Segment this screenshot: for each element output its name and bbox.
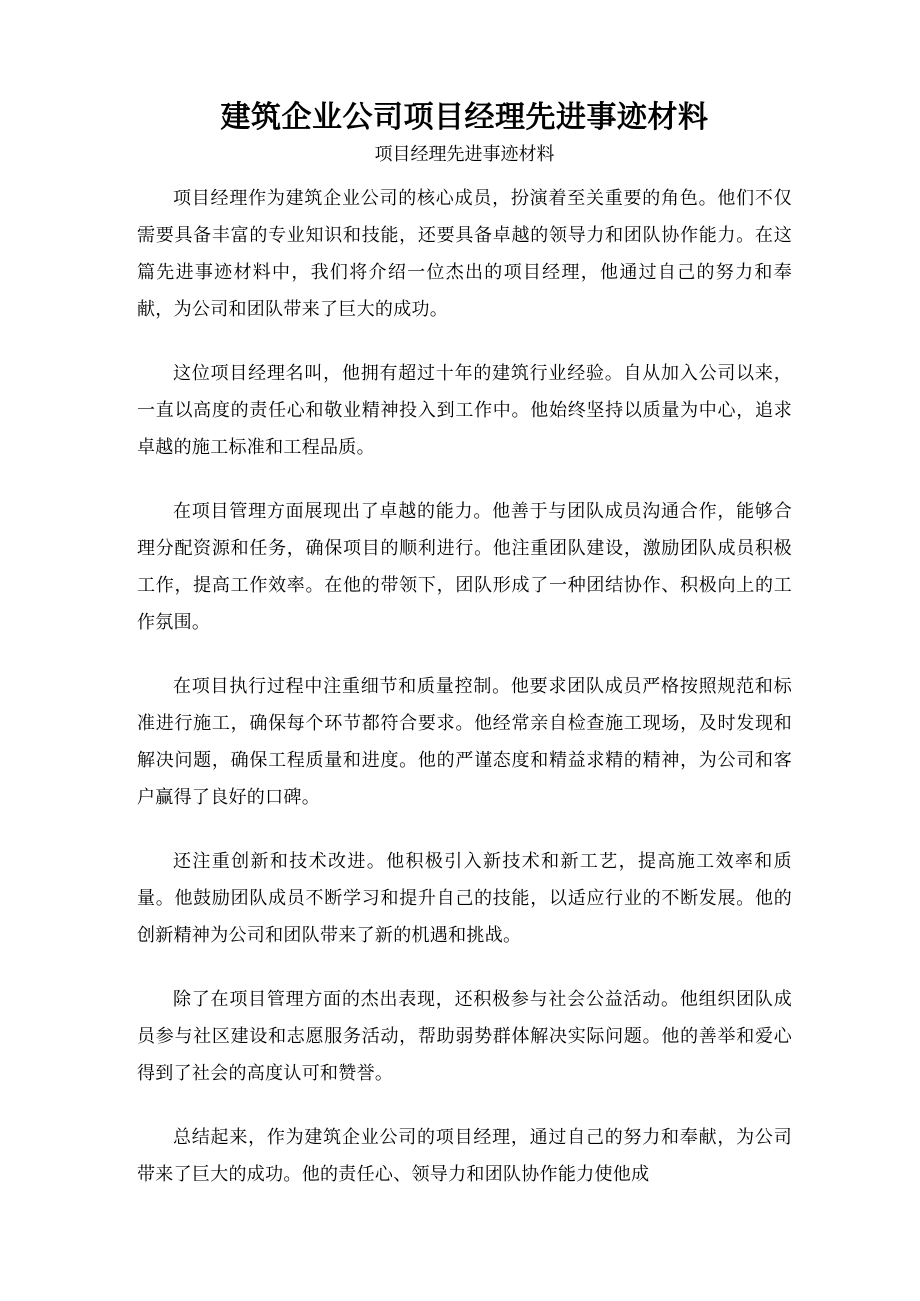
- paragraph-6: 除了在项目管理方面的杰出表现，还积极参与社会公益活动。他组织团队成员参与社区建设和志愿服务活动，帮助弱势群体解决实际问题。他的善举和爱心得到了社会的高度认可和赞誉。: [137, 989, 792, 1084]
- document-title: 建筑企业公司项目经理先进事迹材料: [220, 100, 709, 135]
- document-subtitle: 项目经理先进事迹材料: [374, 144, 555, 165]
- paragraph-7: 总结起来，作为建筑企业公司的项目经理，通过自己的努力和奉献，为公司带来了巨大的成功。他的责任心、领导力和团队协作能力使他成: [137, 1127, 792, 1185]
- paragraph-3: 在项目管理方面展现出了卓越的能力。他善于与团队成员沟通合作，能够合理分配资源和任务，确保项目的顺利进行。他注重团队建设，激励团队成员积极工作，提高工作效率。在他的带领下，团队形成了一种团结协作、积极向上的工作氛围。: [137, 501, 792, 633]
- paragraph-1: 项目经理作为建筑企业公司的核心成员，扮演着至关重要的角色。他们不仅需要具备丰富的专业知识和技能，还要具备卓越的领导力和团队协作能力。在这篇先进事迹材料中，我们将介绍一位杰出的项目经理，他通过自己的努力和奉献，为公司和团队带来了巨大的成功。: [137, 188, 792, 320]
- paragraph-2: 这位项目经理名叫，他拥有超过十年的建筑行业经验。自从加入公司以来，一直以高度的责任心和敬业精神投入到工作中。他始终坚持以质量为中心，追求卓越的施工标准和工程品质。: [137, 363, 792, 458]
- paragraph-5: 还注重创新和技术改进。他积极引入新技术和新工艺，提高施工效率和质量。他鼓励团队成员不断学习和提升自己的技能，以适应行业的不断发展。他的创新精神为公司和团队带来了新的机遇和挑战。: [137, 851, 792, 946]
- paragraph-4: 在项目执行过程中注重细节和质量控制。他要求团队成员严格按照规范和标准进行施工，确保每个环节都符合要求。他经常亲自检查施工现场，及时发现和解决问题，确保工程质量和进度。他的严谨态度和精益求精的精神，为公司和客户赢得了良好的口碑。: [137, 676, 792, 808]
